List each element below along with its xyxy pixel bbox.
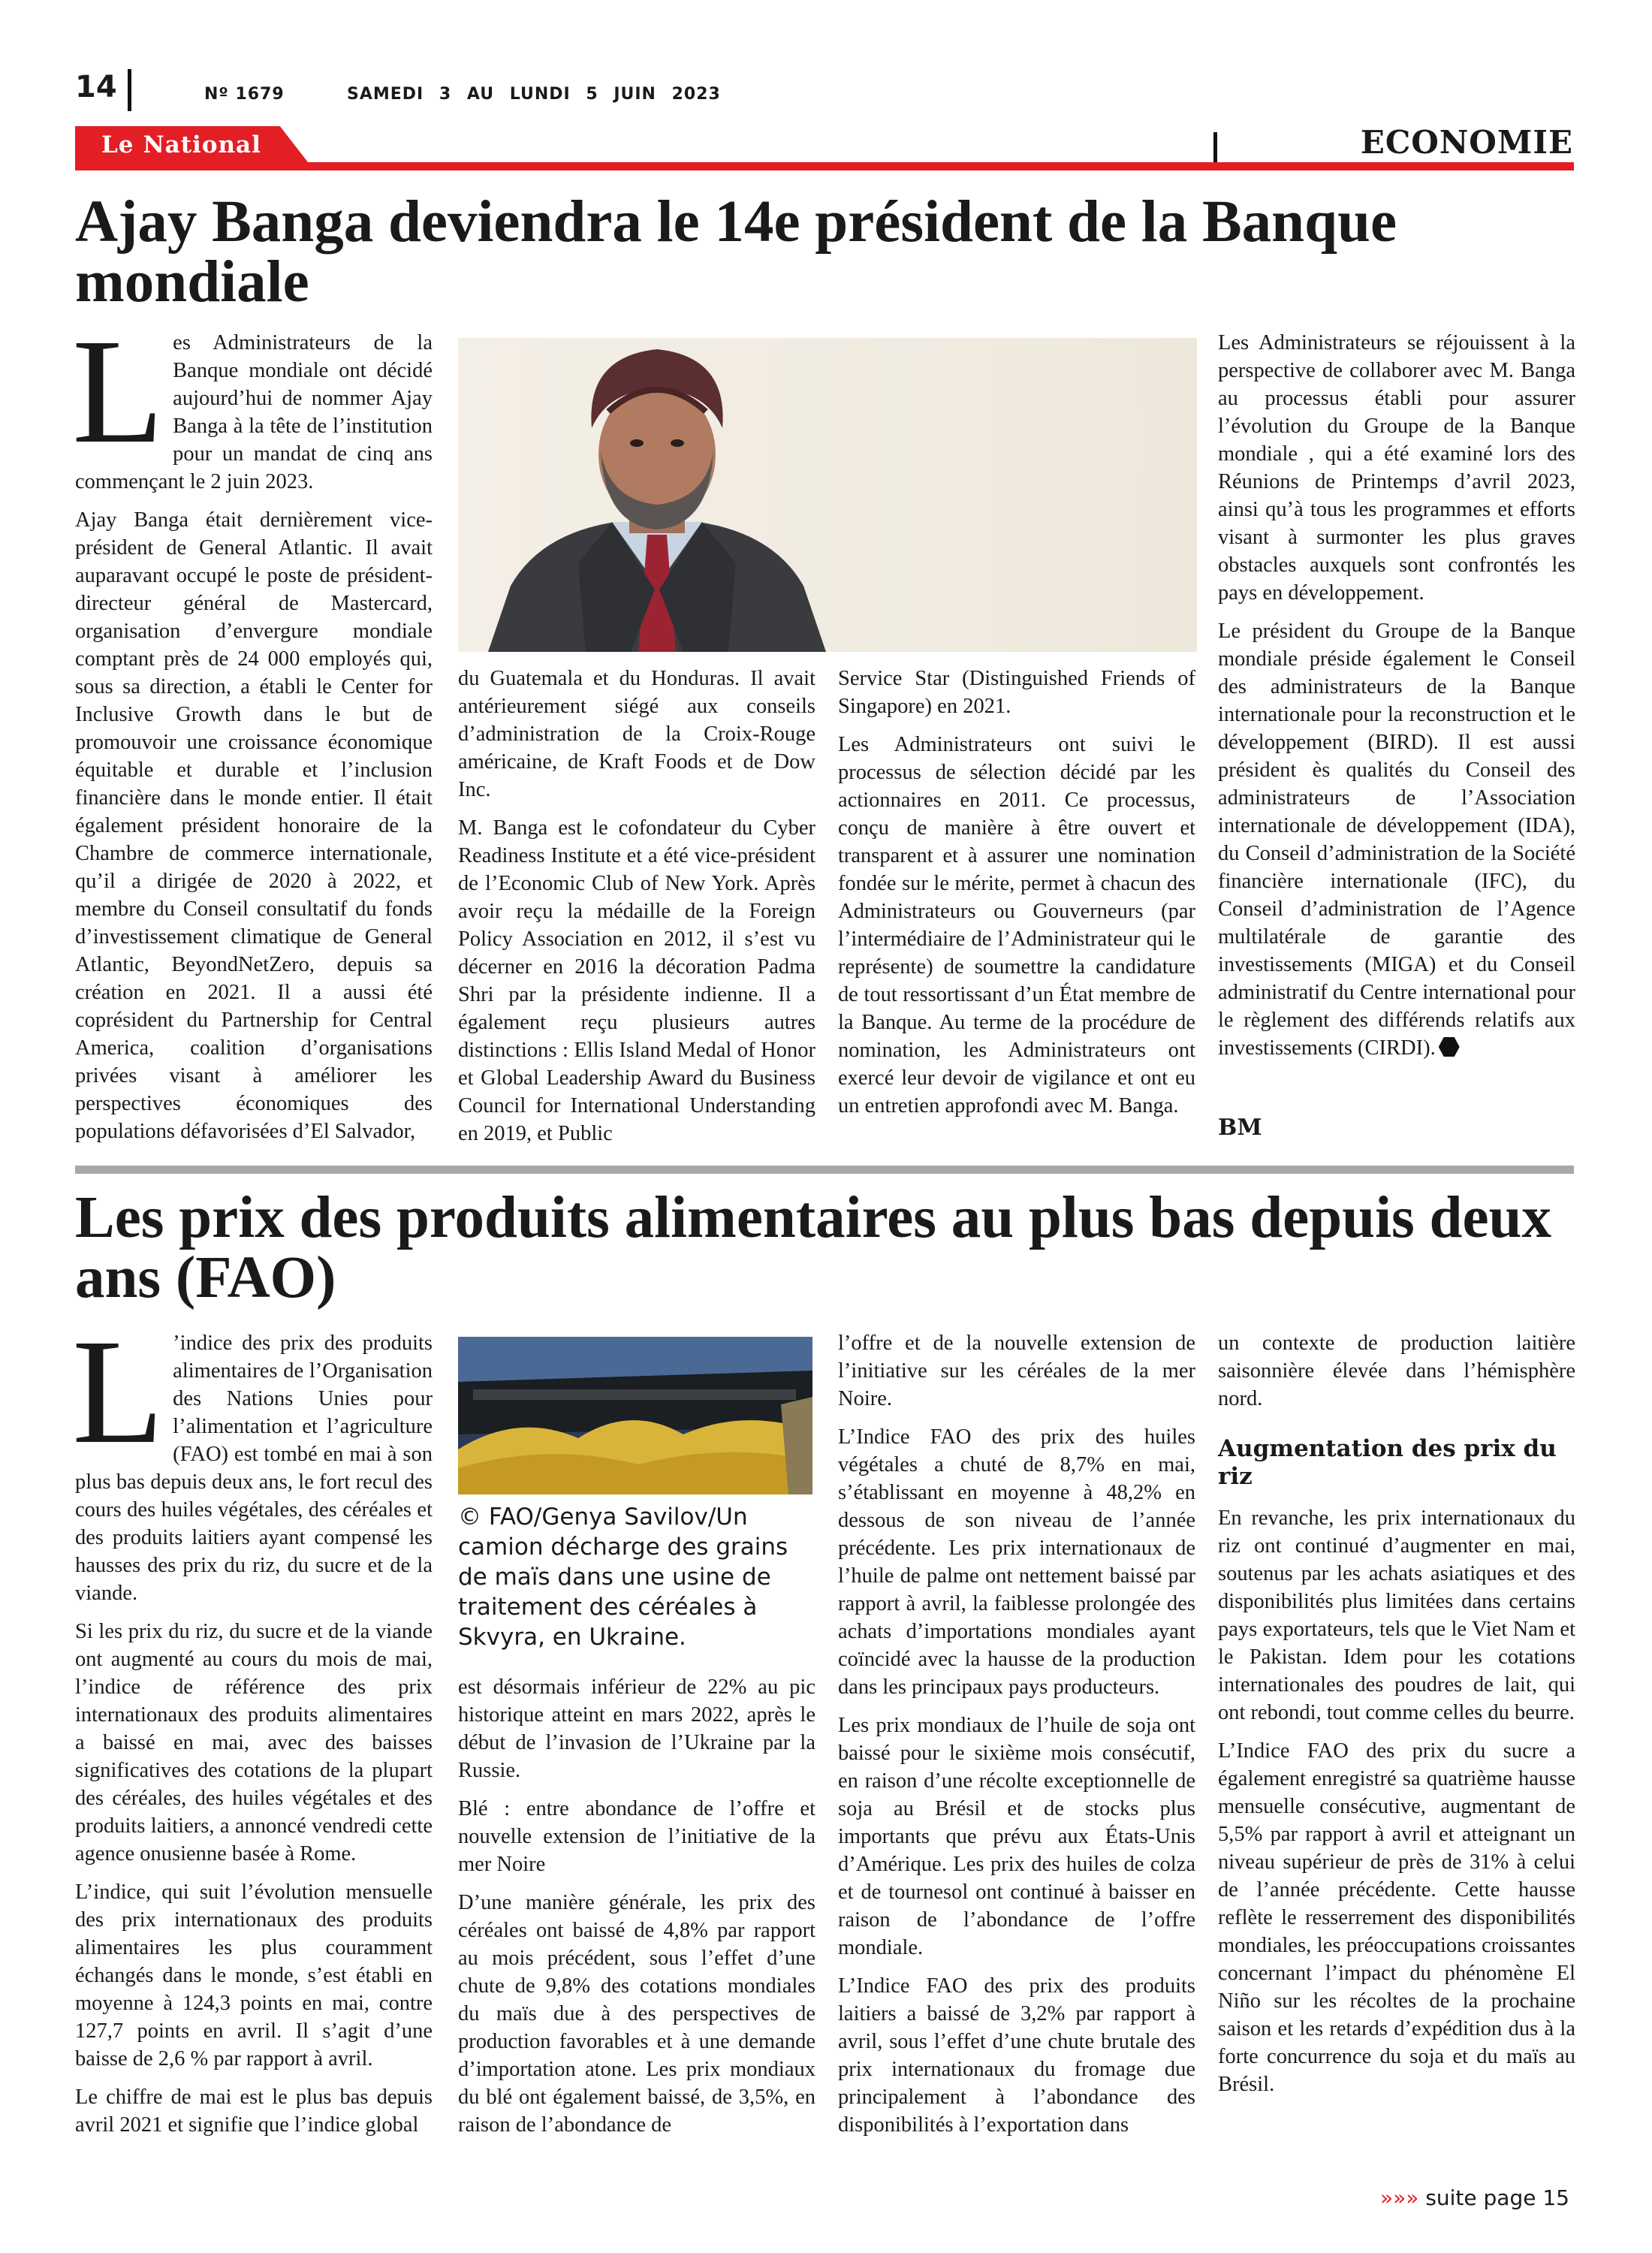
article1-column-3	[838, 665, 1195, 1130]
article2-dropcap: L	[72, 1309, 164, 1475]
article2-column-4	[1218, 1329, 1575, 2109]
grain-truck-illustration	[458, 1337, 812, 1494]
article2-paragraph: L’Indice FAO des prix des produits laitiers a baissé de 3,2% par rapport à avril, sous l’effet d’une chute brutale des prix internationaux du fromage due principalement à l’abondance des disponibilités à l’exportation dans	[838, 1974, 1195, 2137]
continuation-link[interactable]	[1380, 2185, 1569, 2210]
article2-subheading: Augmentation des prix du riz	[1218, 1435, 1557, 1490]
article2-paragraph: Blé : entre abondance de l’offre et nouvelle extension de l’initiative de la mer Noire	[458, 1797, 815, 1876]
brand-label: Le National	[101, 131, 261, 158]
article1-paragraph: Ajay Banga était dernièrement vice-président de General Atlantic. Il avait auparavant occupé le poste de président-directeur général de Mastercard, organisation d’envergure mondiale comptant près de 24 000 employés qui, sous sa direction, a établi le Center for Inclusive Growth dans le but de promouvoir une croissance économique équitable et durable et l’inclusion financière dans le monde entier. Il était également président honoraire de la Chambre de commerce internationale, qu’il a dirigée de 2020 à 2022, et membre du Conseil consultatif du fonds d’investissement climatique de General Atlantic, BeyondNetZero, depuis sa création en 2021. Il a aussi été coprésident du Partnership for Central America, coalition d’organisations privées visant à améliorer les perspectives économiques des populations défavorisées d’El Salvador,	[75, 508, 433, 1143]
article1-signature: BM	[1218, 1114, 1262, 1141]
article1-paragraph: Le président du Groupe de la Banque mondiale préside également le Conseil des administrateurs de la Banque internationale pour la reconstruction et le développement (BIRD). Il est aussi président ès qualités du Conseil des administrateurs de l’Association internationale de développement (IDA), du Conseil d’administration de la Société financière internationale (IFC), du Conseil d’administration de l’Agence multilatérale de garantie des investissements (MIGA) et du Conseil administratif du Centre international pour le règlement des différends relatifs aux investissements (CIRDI).	[1218, 620, 1575, 1060]
page-number-divider	[128, 69, 131, 111]
article1-column-1	[72, 309, 433, 1156]
article1-paragraph: M. Banga est le cofondateur du Cyber Readiness Institute et a été vice-président de l’Economic Club of New York. Après avoir reçu la médaille de la Foreign Policy Association en 2012, il s’est vu décerner en 2016 la décoration Padma Shri par la présidente indienne. Il a également reçu plusieurs autres distinctions : Ellis Island Medal of Honor et Global Leadership Award du Business Council for International Understanding en 2019, et Public	[458, 816, 815, 1145]
article1-column-2	[458, 665, 815, 1158]
article1-paragraph: es Administrateurs de la Banque mondiale ont décidé aujourd’hui de nommer Ajay Banga à la tête de l’institution pour un mandat de cinq ans commençant le 2 juin 2023.	[75, 331, 433, 493]
issue-date: SAMEDI 3 AU LUNDI 5 JUIN 2023	[347, 85, 721, 104]
continuation-label: suite page 15	[1425, 2185, 1569, 2210]
article2-paragraph: L’Indice FAO des prix du sucre a également enregistré sa quatrième hausse mensuelle consécutive, augmentant de 5,5% par rapport à avril et atteignant un niveau supérieur de près de 31% à celui de l’année précédente. Cette hausse reflète le resserrement des disponibilités mondiales, les préoccupations croissantes concernant l’impact du phénomène El Niño sur les récoltes de la prochaine saison et les retards d’expédition dus à la forte concurrence du soja et du maïs au Brésil.	[1218, 1739, 1575, 2096]
portrait-photo	[458, 338, 1197, 652]
article2-paragraph: L’Indice FAO des prix des huiles végétales a chuté de 8,7% en mai, s’établissant en moyenne à 48,2% en dessous de son niveau de l’année précédente. Les prix internationaux de l’huile de palme ont nettement baissé par rapport à avril, la faiblesse prolongée des achats d’importations mondiales ayant coïncidé avec la hausse de la production dans les principaux pays producteurs.	[838, 1425, 1195, 1699]
article2-paragraph: Si les prix du riz, du sucre et de la viande ont augmenté au cours du mois de mai, l’indice de référence des prix internationaux des produits alimentaires a baissé en mai, avec des baisses significatives des cotations de la plupart des céréales, des huiles végétales et des produits laitiers, a annoncé vendredi cette agence onusienne basée à Rome.	[75, 1620, 433, 1865]
end-of-article-icon	[1439, 1037, 1460, 1057]
article2-column-1	[72, 1309, 433, 2149]
page-number: 14	[75, 70, 117, 104]
photo-caption: © FAO/Genya Savilov/Un camion décharge des grains de maïs dans une usine de traitement des céréales à Skvyra, en Ukraine.	[458, 1504, 788, 1651]
portrait-illustration	[458, 338, 1197, 652]
issue-number: Nº 1679	[204, 85, 285, 104]
article2-paragraph: L’indice, qui suit l’évolution mensuelle des prix internationaux des produits alimentaires les plus couramment échangés dans le monde, s’est établi en moyenne à 124,3 points en mai, contre 127,7 points en avril. Il s’agit d’une baisse de 2,6 % par rapport à avril.	[75, 1881, 433, 2071]
article2-column-3	[838, 1329, 1195, 2149]
article2-paragraph: Le chiffre de mai est le plus bas depuis avril 2021 et signifie que l’indice global	[75, 2086, 433, 2137]
header-rule	[75, 162, 1574, 170]
article1-paragraph: du Guatemala et du Honduras. Il avait antérieurement siégé aux conseils d’administration de la Croix-Rouge américaine, de Kraft Foods et de Dow Inc.	[458, 667, 815, 801]
article2-column-2	[458, 1673, 815, 2149]
article1-column-4	[1218, 329, 1575, 1072]
article2-paragraph: En revanche, les prix internationaux du riz ont continué d’augmenter en mai, soutenus par les achats asiatiques et des disponibilités plus limitées dans certains pays exportateurs, tels que le Viet Nam et le Pakistan. Idem pour les cotations internationales des poudres de lait, qui ont rebondi, tout comme celles du beurre.	[1218, 1507, 1575, 1724]
continuation-arrows-icon: »»»	[1380, 2185, 1419, 2210]
article2-paragraph: l’offre et de la nouvelle extension de l’initiative sur les céréales de la mer Noire.	[838, 1332, 1195, 1410]
article1-paragraph: Les Administrateurs ont suivi le processus de sélection décidé par les actionnaires en 2011. Ce processus, conçu de manière à être ouvert et transparent et à assurer une nomination fondée sur le mérite, permet à chacun des Administrateurs ou Gouverneurs (par l’intermédiaire de l’Administrateur qui le représente) de soumettre la candidature de tout ressortissant d’un État membre de la Banque. Au terme de la procédure de nomination, les Administrateurs ont exercé leur devoir de vigilance et ont eu un entretien approfondi avec M. Banga.	[838, 733, 1195, 1117]
article2-paragraph: Les prix mondiaux de l’huile de soja ont baissé pour le sixième mois consécutif, en raison d’une récolte exceptionnelle de soja au Brésil et de stocks plus importants que prévu aux États-Unis d’Amérique. Les prix des huiles de colza et de tournesol ont continué à baisser en raison de l’abondance de l’offre mondiale.	[838, 1714, 1195, 1959]
article2-paragraph: ’indice des prix des produits alimentaires de l’Organisation des Nations Unies pour l’alimentation et l’agriculture (FAO) est tombé en mai à son plus bas depuis deux ans, le fort recul des cours des huiles végétales, des céréales et des produits laitiers ayant compensé les hausses des prix du riz, du sucre et de la viande.	[75, 1332, 433, 1605]
article2-title: Les prix des produits alimentaires au plus bas depuis deux ans (FAO)	[75, 1185, 1551, 1310]
article1-paragraph: Service Star (Distinguished Friends of Singapore) en 2021.	[838, 667, 1195, 718]
article1-dropcap: L	[72, 309, 164, 475]
grain-truck-photo	[458, 1337, 812, 1494]
article-separator	[75, 1166, 1574, 1174]
section-label: ECONOMIE	[1360, 124, 1573, 161]
article1-paragraph: Les Administrateurs se réjouissent à la perspective de collaborer avec M. Banga au processus établi pour assurer l’évolution du Groupe de la Banque mondiale , qui a été examiné lors des Réunions de Printemps d’avril 2023, ainsi qu’à tous les programmes et efforts visant à surmonter les plus graves obstacles auxquels sont confrontés les pays en développement.	[1218, 331, 1575, 605]
article2-paragraph: D’une manière générale, les prix des céréales ont baissé de 4,8% par rapport au mois précédent, sous l’effet d’une chute de 9,8% des cotations mondiales du maïs due à des perspectives de production favorables et à une demande d’importation atone. Les prix mondiaux du blé ont également baissé, de 3,5%, en raison de l’abondance de	[458, 1891, 815, 2137]
article1-title: Ajay Banga deviendra le 14e président de la Banque mondiale	[75, 189, 1397, 315]
article2-paragraph: est désormais inférieur de 22% au pic historique atteint en mars 2022, après le début de l’invasion de l’Ukraine par la Russie.	[458, 1675, 815, 1782]
rubric-divider	[1213, 132, 1217, 162]
article2-paragraph: un contexte de production laitière saisonnière élevée dans l’hémisphère nord.	[1218, 1332, 1575, 1410]
